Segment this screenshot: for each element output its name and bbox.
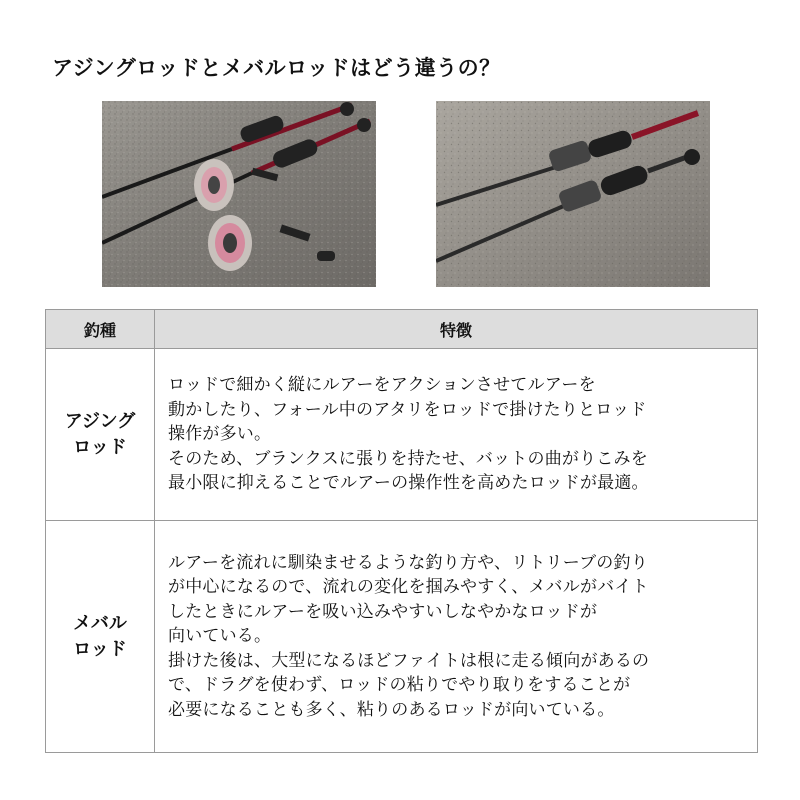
desc-line: で、ドラグを使わず、ロッドの粘りでやり取りをすることが xyxy=(168,675,631,696)
table-row-mebaru xyxy=(46,521,758,753)
desc-line: が中心になるので、流れの変化を掴みやすく、メバルがバイト xyxy=(168,577,649,598)
desc-line: ロッドで細かく縦にルアーをアクションさせてルアーを xyxy=(168,375,596,396)
header-fishing-type: 釣種 xyxy=(46,310,155,349)
desc-line: ルアーを流れに馴染ませるような釣り方や、リトリーブの釣り xyxy=(168,552,648,573)
kind-line: メバル xyxy=(73,612,127,634)
page-title: アジングロッドとメバルロッドはどう違うの？ xyxy=(52,56,501,80)
kind-line: ロッド xyxy=(73,638,127,660)
desc-line: そのため、ブランクスに張りを持たせ、バットの曲がりこみを xyxy=(168,448,648,469)
desc-line: 操作が多い。 xyxy=(168,424,272,445)
comparison-table xyxy=(45,309,758,753)
desc-line: 動かしたり、フォール中のアタリをロッドで掛けたりとロッド xyxy=(168,399,647,420)
desc-cell xyxy=(155,521,758,753)
mebaru-rod-photo xyxy=(436,101,710,287)
desc-line: 必要になることも多く、粘りのあるロッドが向いている。 xyxy=(168,699,615,720)
header-features: 特徴 xyxy=(155,310,758,349)
desc-line: 最小限に抑えることでルアーの操作性を高めたロッドが最適。 xyxy=(168,473,649,494)
table-row-aji xyxy=(46,349,758,521)
kind-cell xyxy=(46,349,155,521)
kind-line: アジング xyxy=(64,410,136,432)
desc-line: 掛けた後は、大型になるほどファイトは根に走る傾向があるの xyxy=(168,650,650,671)
aji-rod-photo xyxy=(102,101,376,287)
kind-line: ロッド xyxy=(73,436,127,458)
desc-line: したときにルアーを吸い込みやすいしなやかなロッドが xyxy=(168,601,598,622)
kind-cell xyxy=(46,521,155,753)
desc-line: 向いている。 xyxy=(168,626,272,647)
desc-cell xyxy=(155,349,758,521)
table-header-row xyxy=(46,310,758,349)
